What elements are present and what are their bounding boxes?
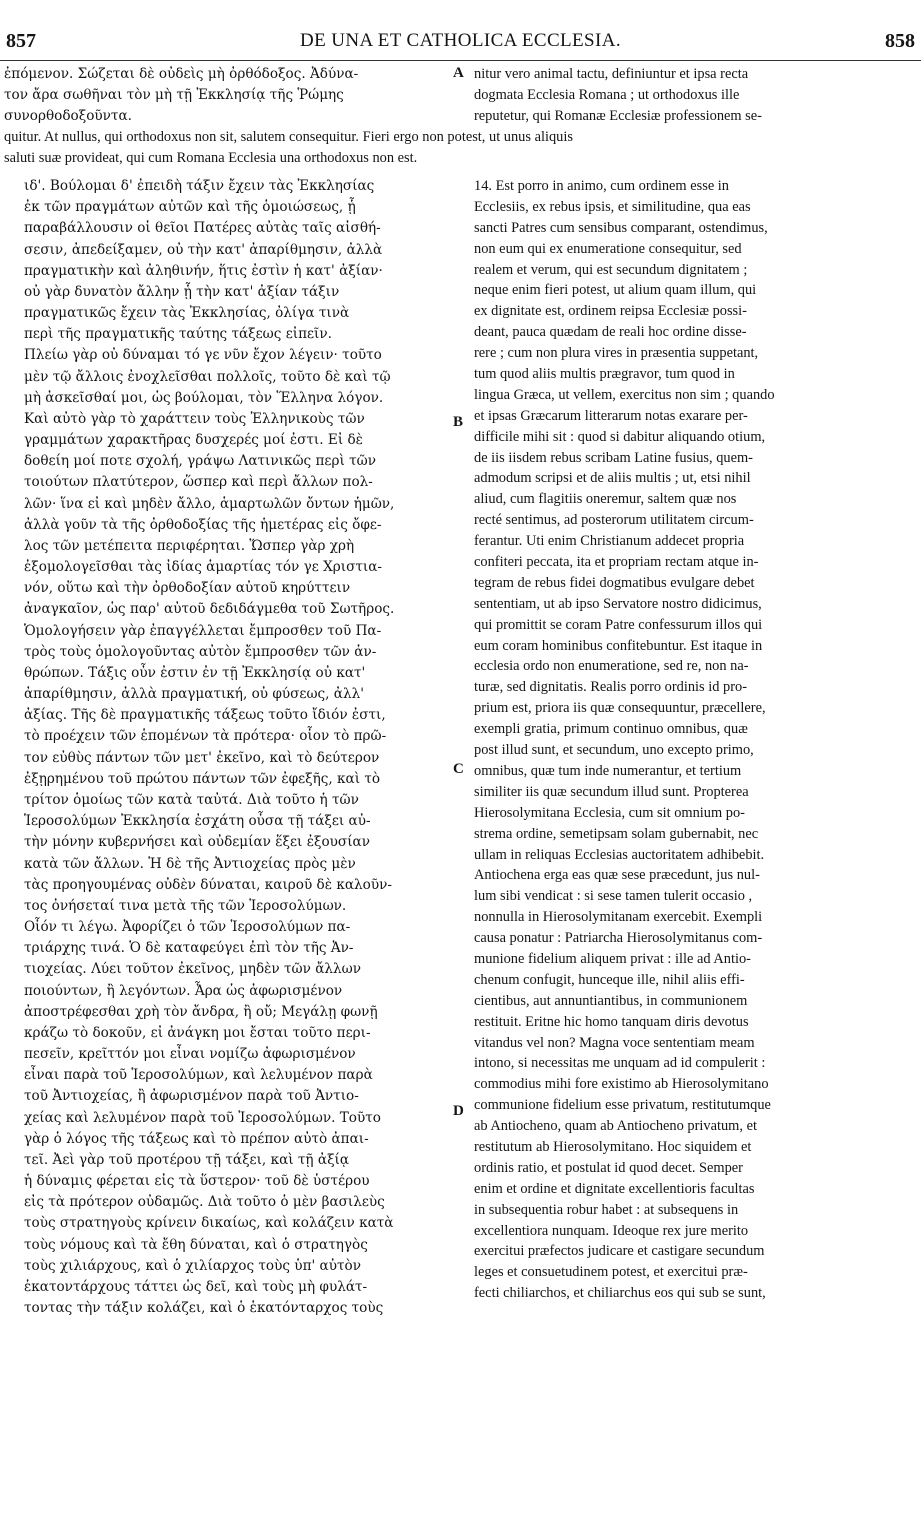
latin-line: Hierosolymitana Ecclesia, cum sit omnium po- [474,804,745,821]
latin-line: ferantur. Uti enim Christianum addecet propria [474,533,745,550]
greek-line: δοθείη μοί ποτε σχολή, γράψω Λατινικῶς περὶ τῶν [24,453,376,470]
greek-line: τοὺς στρατηγοὺς κρίνειν δικαίως, καὶ κολάζειν κατὰ [24,1215,394,1232]
latin-line: ab Antiocheno, quam ab Antiocheno privatum, et [474,1118,757,1135]
latin-line: excellentiora nunquam. Ideoque rex jure merito [474,1222,749,1239]
greek-line: μὴ ἀσκεῖσθαί μοι, ὡς βούλομαι, τὸν Ἕλληνα λόγον. [24,389,384,406]
greek-line: θρώπων. Τάξις οὖν ἐστιν ἐν τῇ Ἐκκλησίᾳ οὐ κατ' [24,664,366,681]
greek-line: τοῦ Ἀντιοχείας, ἢ ἀφωρισμένον παρὰ τοῦ Ἀντιο- [24,1088,359,1105]
latin-line: eum coram hominibus confitebuntur. Est itaque in [474,637,763,654]
greek-line: Οἷόν τι λέγω. Ἀφορίζει ὁ τῶν Ἱεροσολύμων πα- [24,919,351,936]
latin-line: ecclesia ordo non enumeratione, sed re, non na- [474,658,749,675]
latin-line: neque enim fieri potest, ut alium quam illum, qui [474,282,757,299]
greek-line: ἀναγκαῖον, ὡς παρ' αὐτοῦ δεδιδάγμεθα τοῦ Σωτῆρος. [24,601,395,618]
greek-line: νόν, οὕτω καὶ τὴν ὀρθοδοξίαν αὐτοῦ κηρύττειν [24,580,351,597]
greek-line: συνορθοδοξοῦντα. [4,108,132,124]
greek-line: σεσιν, ἀπεδείξαμεν, οὐ τὴν κατ' ἀπαρίθμησιν, ἀλλὰ [24,241,383,258]
greek-line: ἀποστρέφεσθαι χρὴ τὸν ἄνδρα, ἢ οὔ; Μεγάλῃ φωνῇ [24,1003,378,1020]
latin-line: non eum qui ex enumeratione consequitur, sed [474,240,742,257]
latin-line: admodum scripsi et de aliis multis ; ut, etsi nihil [474,470,751,487]
column-marker-d: D [453,1103,464,1119]
latin-line: ex dignitate est, ordinem reipsa Ecclesiæ possi- [474,303,747,320]
running-header [0,30,921,61]
greek-line: ἡ δύναμις φέρεται εἰς τὰ ὕστερον· τοῦ δὲ ὑστέρου [24,1173,370,1190]
greek-line: εἶναι παρὰ τοῦ Ἱεροσολύμων, καὶ λελυμένον παρὰ [24,1067,373,1084]
greek-line: τος ὀνήσεταί τινα μετὰ τῆς τῶν Ἱεροσολύμων. [24,897,347,914]
latin-line: leges et consuetudinem potest, et exercitui præ- [474,1264,748,1281]
greek-line: λος τῶν μετέπειτα περιφέρηται. Ὥσπερ γὰρ χρὴ [24,537,355,554]
greek-line: πεσεῖν, κρεῖττόν μοι εἶναι νομίζω ἀφωρισμένον [24,1046,356,1063]
latin-line: dogmata Ecclesia Romana ; ut orthodoxus ille [474,87,740,103]
greek-line: τοὺς χιλιάρχους, καὶ ὁ χιλίαρχος τοὺς ὑπ' αὐτὸν [24,1257,361,1274]
latin-line: exercitui præfectos judicare et castigare secundum [474,1243,765,1260]
greek-line: τρὸς τοὺς ὁμολογοῦντας αὐτὸν ἔμπροσθεν τῶν ἀν- [24,643,377,660]
greek-line: τεῖ. Ἀεὶ γὰρ τοῦ προτέρου τῇ τάξει, καὶ τῇ ἀξίᾳ [24,1151,350,1168]
greek-line: ἐπόμενον. Σώζεται δὲ οὐδεὶς μὴ ὀρθόδοξος. Ἀδύνα- [4,66,359,82]
page-number-right: 858 [885,30,915,52]
latin-line: enim et ordine et dignitate excellentioris facultas [474,1180,755,1197]
greek-line: κατὰ τῶν ἄλλων. Ἡ δὲ τῆς Ἀντιοχείας πρὸς μὲν [24,855,356,872]
greek-line: Ὁμολογήσειν γὰρ ἐπαγγέλλεται ἔμπροσθεν τοῦ Πα- [24,622,382,639]
greek-line: τον εὐθὺς πάντων τῶν μετ' ἐκεῖνο, καὶ τὸ δεύτερον [24,749,380,766]
latin-line: reputetur, qui Romanæ Ecclesiæ professionem se- [474,108,762,124]
latin-line: strema ordine, semetipsam solam gubernabit, nec [474,825,759,842]
latin-line: nonnulla in Hierosolymitanam exercebit. Exempli [474,909,763,926]
greek-column [24,176,444,1319]
column-marker-a: A [453,65,464,81]
greek-line: οὐ γὰρ δυνατὸν ἄλλην ᾗ τὴν κατ' ἀξίαν τάξιν [24,283,340,300]
greek-line: ἀπαρίθμησιν, ἀλλὰ πραγματική, οὐ φύσεως, ἀλλ' [24,686,364,703]
greek-line: ἐξομολογεῖσθαι τὰς ἰδίας ἁμαρτίας τόν γε Χριστια- [24,559,382,576]
greek-line: Πλείω γὰρ οὐ δύναμαι τό γε νῦν ἔχον λέγειν· τοῦτο [24,347,382,364]
latin-line: vitandus vel non? Magna voce sententiam meam [474,1034,755,1051]
greek-line: Καὶ αὐτὸ γὰρ τὸ χαράττειν τοὺς Ἑλληνικοὺς τῶν [24,410,365,427]
greek-line: λῶν· ἵνα εἰ καὶ μηδὲν ἄλλο, ἁμαρτωλῶν ὄντων ἡμῶν, [24,495,395,512]
latin-line: turæ, sed dignitatis. Realis porro ordinis id pro- [474,679,747,696]
full-width-line: quitur. At nullus, qui orthodoxus non sit, salutem consequitur. Fieri ergo non potest, ut unus aliquis [4,129,573,145]
greek-line: εἰς τὰ πρότερον οὐδαμῶς. Διὰ τοῦτο ὁ μὲν βασιλεὺς [24,1194,385,1211]
full-width-line: saluti suæ provideat, qui cum Romana Ecclesia una orthodoxus non est. [4,150,418,166]
greek-line: πραγματικὴν καὶ ἀληθινήν, ἥτις ἐστὶν ἡ κατ' ἀξίαν· [24,262,383,279]
greek-line: παραβάλλουσιν οἱ θεῖοι Πατέρες αὐτὰς ταῖς αἰσθή- [24,220,381,237]
latin-line: lingua Græca, ut vellem, exercitus non sim ; quando [474,386,775,403]
greek-line: τὴν μόνην κυβερνήσει καὶ οὐδεμίαν ἕξει ἐξουσίαν [24,834,370,851]
latin-column [474,176,914,1304]
greek-line: γραμμάτων χαρακτῆρας δυσχερές μοί ἐστι. Εἰ δὲ [24,432,363,449]
greek-line: τοὺς νόμους καὶ τὰ ἔθη δύναται, καὶ ὁ στρατηγὸς [24,1236,368,1253]
top-latin-block [474,64,914,127]
latin-line: rere ; cum non plura vires in præsentia suppetant, [474,345,759,362]
greek-line: τιοχείας. Λύει τοῦτον ἐκεῖνος, μηδὲν τῶν ἄλλων [24,961,361,978]
latin-line: similiter iis quæ secundum illud sunt. Propterea [474,783,749,800]
page-number-left: 857 [6,30,36,52]
greek-line: τρίτον ὁμοίως τῶν κατὰ ταὐτά. Διὰ τοῦτο ἡ τῶν [24,791,359,808]
latin-line: tegram de rebus fidei dogmatibus evulgare debet [474,574,755,591]
latin-line: tum quod aliis multis prægravor, tum quod in [474,366,735,383]
greek-line: πραγματικῶς ἔχειν τὰς Ἐκκλησίας, ὀλίγα τινὰ [24,305,350,322]
latin-line: difficile mihi sit : quod si dabitur aliquando otium, [474,428,766,445]
latin-line: exempli gratia, primum continuo omnibus, quæ [474,721,748,738]
greek-line: περὶ τῆς πραγματικῆς ταύτης τάξεως εἰπεῖν. [24,326,332,343]
latin-line: in subsequentia robur habet : at subsequens in [474,1201,739,1218]
greek-line: τοιούτων πλατύτερον, ὥσπερ καὶ περὶ ἄλλων πολ- [24,474,373,491]
latin-line: commodius mihi fore existimo ab Hierosolymitano [474,1076,769,1093]
latin-line: aliud, cum flagitiis oneremur, saltem quæ nos [474,491,737,508]
latin-line: sententiam, ut ab ipso Servatore nostro didicimus, [474,595,762,612]
latin-line: chenum confugit, hunceque ille, nihil aliis effi- [474,971,745,988]
latin-line: munione fidelium aliquem privat : ille ad Antio- [474,950,751,967]
greek-line: Ἱεροσολύμων Ἐκκλησία ἐσχάτη οὖσα τῇ τάξει αὐ- [24,813,371,830]
greek-line: ἐκ τῶν πραγμάτων αὐτῶν καὶ τῆς ὁμοιώσεως, ᾗ [24,199,356,216]
column-marker-c: C [453,761,464,777]
latin-line: cientibus, aut annuntiantibus, in communionem [474,992,748,1009]
greek-line: ἐξῃρημένου τοῦ πρώτου πάντων τῶν ἐφεξῆς, καὶ τὸ [24,770,381,787]
latin-line: omnibus, quæ tum inde numerantur, et tertium [474,762,742,779]
greek-line: ἀξίας. Τῆς δὲ πραγματικῆς τάξεως τοῦτο ἴδιόν ἐστι, [24,707,386,724]
latin-line: Ecclesiis, ex rebus ipsis, et similitudine, qua eas [474,198,751,215]
latin-line: restituit. Eritne hic homo tanquam diris devotus [474,1013,749,1030]
latin-line: communione fidelium esse privatum, restitutumque [474,1097,771,1114]
latin-line: ordinis ratio, et postulat id quod decet. Semper [474,1159,743,1176]
greek-line: τον ἄρα σωθῆναι τὸν μὴ τῇ Ἐκκλησίᾳ τῆς Ῥώμης [4,87,344,103]
greek-line: τοντας τὴν τάξιν κολάζει, καὶ ὁ ἑκατόνταρχος τοὺς [24,1300,384,1317]
latin-line: deant, pauca quædam de reali hoc ordine disse- [474,324,747,341]
greek-line: κράζω τὸ δοκοῦν, εἰ ἀνάγκη μοι ἔσται τοῦτο περι- [24,1024,371,1041]
latin-line: nitur vero animal tactu, definiuntur et ipsa recta [474,66,749,82]
latin-line: de iis iisdem rebus scribam Latine fusius, quem- [474,449,753,466]
greek-line: τὰς προηγουμένας οὐδὲν δύναται, καιροῦ δὲ καλοῦν- [24,876,392,893]
column-marker-b: B [453,414,464,430]
latin-line: et ipsas Græcarum litterarum notas exarare per- [474,407,748,424]
top-greek-block [4,64,452,127]
latin-line: ullam in reliquas Ecclesias auctoritatem adhibebit. [474,846,765,863]
greek-line: ποιούντων, ἢ λεγόντων. Ἆρα ὡς ἀφωρισμένον [24,982,343,999]
latin-line: qui promittit se coram Patre confessurum illos qui [474,616,763,633]
greek-line: μὲν τῷ ἄλλοις ἐνοχλεῖσθαι πολλοῖς, τοῦτο δὲ καὶ τῷ [24,368,391,385]
greek-line: ἑκατοντάρχους τάττει ὡς δεῖ, καὶ τοὺς μὴ φυλάτ- [24,1278,368,1295]
latin-line: lum sibi vendicat : si sese tamen tulerit occasio , [474,888,753,905]
latin-line: sancti Patres cum sensibus comparant, ostendimus, [474,219,768,236]
latin-line: fecti chiliarchos, et chiliarchus eos qui sub se sunt, [474,1285,766,1302]
latin-line: 14. Est porro in animo, cum ordinem esse in [474,178,729,194]
greek-line: χείας καὶ λελυμένον παρὰ τοῦ Ἱεροσολύμων. Τοῦτο [24,1109,381,1126]
latin-line: Antiochena erga eas quæ sese præcedunt, jus nul- [474,867,760,884]
latin-line: prium est, priora iis quæ consequuntur, præcellere, [474,700,766,717]
greek-line: γὰρ ὁ λόγος τῆς τάξεως καὶ τὸ πρέπον αὐτὸ ἀπαι- [24,1130,369,1147]
latin-line: restitutum ab Hierosolymitano. Hoc siquidem et [474,1138,752,1155]
greek-line: τὸ προέχειν τῶν ἑπομένων τὰ πρότερα· οἷον τὸ πρῶ- [24,728,387,745]
latin-line: recté sentimus, ad posterorum utilitatem circum- [474,512,754,529]
greek-line: τριάρχης τινά. Ὁ δὲ καταφεύγει ἐπὶ τὸν τῆς Ἀν- [24,940,354,957]
latin-line: confiteri peccata, ita et propriam rectam atque in- [474,554,759,571]
latin-line: causa ponatur : Patriarcha Hierosolymitanus com- [474,930,763,947]
greek-line: ἀλλὰ γοῦν τὰ τῆς ὀρθοδοξίας τῆς ἡμετέρας εἰς ὄφε- [24,516,382,533]
latin-line: post illud sunt, et secundum, uno excepto primo, [474,742,754,759]
latin-line: realem et verum, qui est secundum dignitatem ; [474,261,748,278]
latin-line: intono, si necessitas me unquam ad id compulerit : [474,1055,766,1072]
greek-line: ιδ'. Βούλομαι δ' ἐπειδὴ τάξιν ἔχειν τὰς Ἐκκλησίας [24,178,375,194]
running-title: DE UNA ET CATHOLICA ECCLESIA. [299,30,622,51]
